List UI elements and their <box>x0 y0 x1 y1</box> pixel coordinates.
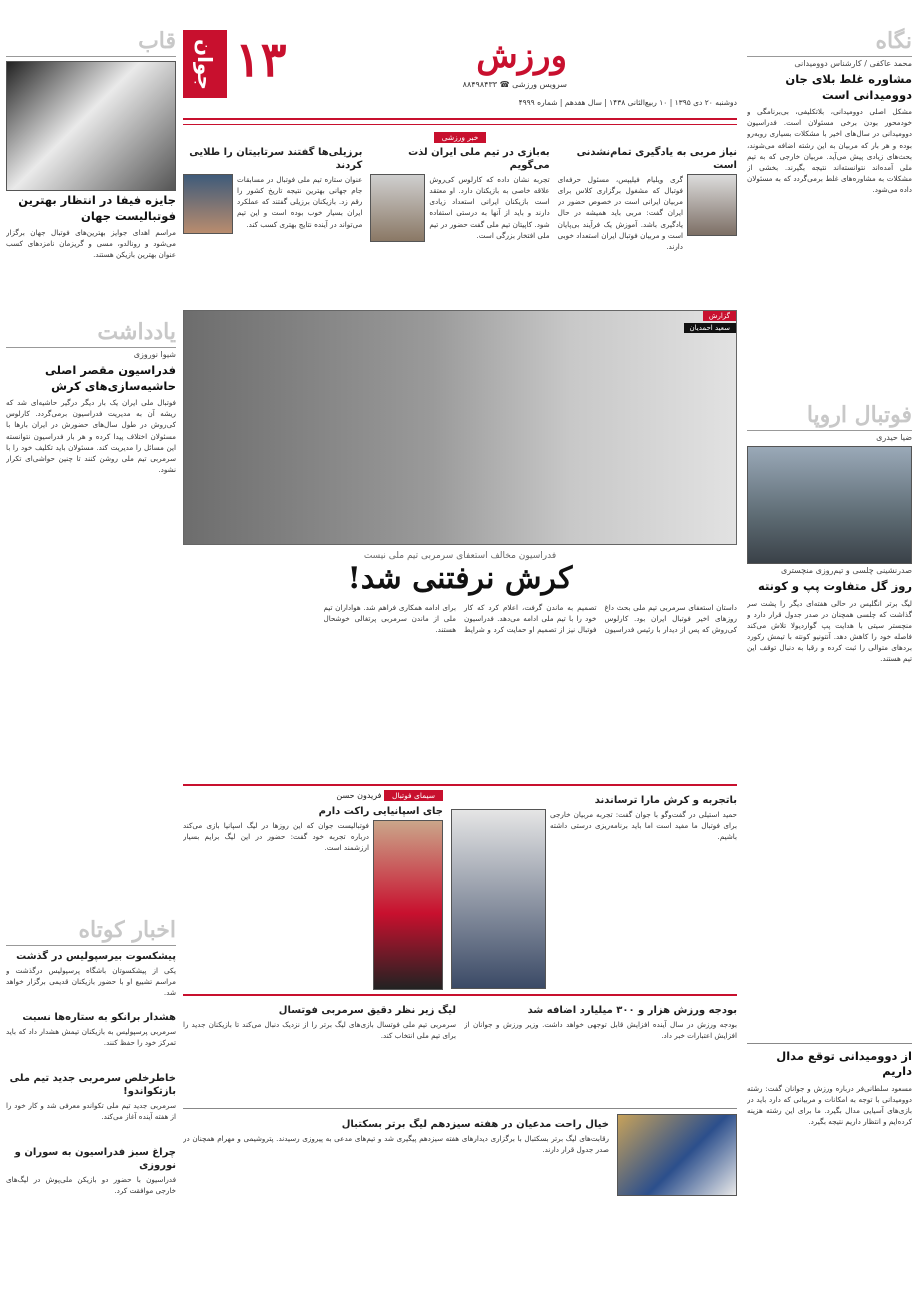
page-number: ۱۳ <box>235 32 287 88</box>
section-head-note: یادداشت <box>6 319 176 348</box>
byline: شیوا نوروزی <box>133 350 176 360</box>
headline[interactable]: لیگ زیر نظر دقیق سرمربی فوتسال <box>278 1005 456 1016</box>
photo-credit: سعید احمدیان <box>684 323 736 333</box>
article-1 <box>558 142 737 304</box>
article-body: سرمربی جدید تیم ملی تکواندو معرفی شد و کار خود را از هفته آینده آغاز می‌کند. <box>6 1101 176 1122</box>
middle-articles <box>183 790 737 990</box>
article-body: مسعود سلطانی‌فر درباره ورزش و جوانان گفت: رشته دوومیدانی با توجه به امکانات و مربیانی که دارد باید در بازی‌های آسیایی مدال بگیرد. ما برای این رشته هزینه کرده‌ایم و انتظار داریم نتیجه بگیرد. <box>747 1083 912 1127</box>
headline[interactable]: چراغ سبز فدراسیون به سوران و نوروزی <box>14 1147 176 1172</box>
divider <box>183 1108 737 1109</box>
main-headline[interactable]: کرش نرفتنی شد! <box>347 561 573 596</box>
headline[interactable]: روز گل متفاوت پپ و کونته <box>758 579 912 594</box>
article-body: رقابت‌های لیگ برتر بسکتبال با برگزاری دیدارهای هفته سیزدهم پیگیری شد و تیم‌های مدعی به پیروزی رسیدند. پتروشیمی و مهرام همچنان در صدر جدول قرار دارند. <box>183 1134 609 1155</box>
article-body: فدراسیون با حضور دو بازیکن ملی‌پوش در لیگ‌های خارجی موافقت کرد. <box>6 1175 176 1196</box>
article-body: فوتبالیست جوان که این روزها در لیگ اسپانیا بازی می‌کند درباره تجربه خود گفت: حضور در این لیگ برایم بسیار ارزشمند است. <box>183 821 369 853</box>
kicker: فدراسیون مخالف استعفای سرمربی تیم ملی نیست <box>363 551 557 561</box>
photo-caption: صدرنشینی چلسی و تیم‌روزی منچستری <box>780 566 912 576</box>
headline[interactable]: از دوومیدانی توقع مدال داریم <box>776 1048 912 1079</box>
main-photo <box>183 310 737 545</box>
article-budget <box>464 1000 737 1103</box>
section-head-view: نگاه <box>747 28 912 57</box>
divider <box>183 784 737 786</box>
article-interview <box>451 790 737 990</box>
top-articles <box>183 142 737 304</box>
column-tag: سیمای فوتبال <box>384 790 443 801</box>
headline[interactable]: نیاز مربی به یادگیری تمام‌نشدنی است <box>576 147 737 171</box>
player-photo <box>370 174 425 242</box>
headline[interactable]: پیشکسوت بیرسپولیس در گذشت <box>16 951 176 963</box>
date-line: دوشنبه ۲۰ دی ۱۳۹۵ | ۱۰ ربیع‌الثانی ۱۴۳۸ | سال هفدهم | شماره ۴۹۹۹ <box>518 98 737 107</box>
coach-photo <box>451 809 546 989</box>
football-photo <box>747 446 912 564</box>
headline[interactable]: باتجربه و کرش مارا ترساندند <box>594 795 737 806</box>
headline[interactable]: جایزه فیفا در انتظار بهترین فوتبالیست جهان <box>18 193 176 223</box>
article-profile <box>183 790 443 990</box>
left-column <box>6 28 176 1295</box>
main-article-body: داستان استعفای سرمربی تیم ملی بحث داغ روزهای اخیر فوتبال ایران بود. کارلوس کی‌روش که پس از دیدار با رئیس فدراسیون تصمیم به ماندن گرفت، اعلام کرد که کار خود را با تیم ملی ادامه می‌دهد. فدراسیون فوتبال نیز از تصمیم او حمایت کرد و شرایط برای ادامه همکاری فراهم شد. هواداران تیم ملی از ماندن سرمربی پرتغالی خوشحال هستند. <box>323 603 737 635</box>
photo-label: گزارش <box>703 311 736 321</box>
headline[interactable]: جای اسپانیایی راکت دارم <box>318 806 443 817</box>
headline[interactable]: خاطرخلص سرمربی جدید تیم ملی بازتکواندو! <box>9 1073 176 1098</box>
section-title: ورزش <box>476 36 567 76</box>
byline: محمد عاکفی / کارشناس دوومیدانی <box>794 59 912 68</box>
article-body: یکی از پیشکسوتان باشگاه پرسپولیس درگذشت و مراسم تشییع او با حضور بازیکنان قدیمی برگزار خواهد شد. <box>6 966 176 998</box>
news-tag: خبر ورزشی <box>434 132 487 143</box>
article-body: عنوان ستاره تیم ملی فوتبال در مسابقات جام جهانی بهترین نتیجه تاریخ کشور را رقم زد. بازیکنان برزیلی گفتند که عملکرد ایران بسیار خوب بوده است و این تیم می‌تواند در آینده نتایج بهتری کسب کند. <box>237 175 363 229</box>
tag-bar <box>183 124 737 142</box>
article-body: لیگ برتر انگلیس در حالی هفته‌ای دیگر را پشت سر گذاشت که چلسی همچنان در صدر جدول قرار دارد و منچستر سیتی با هدایت پپ گواردیولا تلاش می‌کند فاصله خود را کاهش دهد. آنتونیو کونته با تیمش رکورد بردهای متوالی را ثبت کرده و رقبا به دنبال توقف این تیم هستند. <box>747 598 912 664</box>
center-column <box>183 30 737 1295</box>
article-2 <box>370 142 549 304</box>
article-futsal <box>183 1000 456 1103</box>
headline[interactable]: بودجه ورزش هزار و ۳۰۰ میلیارد اضافه شد <box>527 1005 737 1016</box>
article-body: سرمربی تیم ملی فوتسال بازی‌های لیگ برتر را از نزدیک دنبال می‌کند تا بازیکنان جدید را برای تیم ملی انتخاب کند. <box>183 1020 456 1041</box>
article-body: مراسم اهدای جوایز بهترین‌های فوتبال جهان برگزار می‌شود و رونالدو، مسی و گریزمان نامزدهای کسب عنوان بهترین بازیکن هستند. <box>6 228 176 260</box>
short-articles <box>183 1000 737 1103</box>
article-body: سرمربی پرسپولیس به بازیکنان تیمش هشدار داد که باید تمرکز خود را حفظ کنند. <box>6 1027 176 1048</box>
headline[interactable]: مشاوره غلط بلای جان دوومیدانی است <box>785 72 912 102</box>
headline[interactable]: هشدار برانکو به ستاره‌ها نسبت <box>22 1012 176 1024</box>
section-head-short-news: اخبار کوتاه <box>6 917 176 946</box>
headline[interactable]: فدراسیون مقصر اصلی حاشیه‌سازی‌های کرش <box>44 363 176 393</box>
headline[interactable]: به‌بازی در تیم ملی ایران لذت می‌گویم <box>408 147 550 171</box>
headline[interactable]: برزیلی‌ها گفتند سرتابیتان را طلایی کردند <box>189 147 363 171</box>
article-body: حمید استیلی در گفت‌وگو با جوان گفت: تجربه مربیان خارجی برای فوتبال ما مفید است اما باید برنامه‌ریزی درستی داشته باشیم. <box>550 810 737 842</box>
right-column <box>747 28 912 1295</box>
article-body: بودجه ورزش در سال آینده افزایش قابل توجهی خواهد داشت. وزیر ورزش و جوانان از افزایش اعتبارات خبر داد. <box>464 1020 737 1041</box>
article-body: فوتبال ملی ایران یک بار دیگر درگیر حاشیه‌ای شد که ریشه آن به مدیریت فدراسیون برمی‌گردد. کارلوس کی‌روش در طول سال‌های حضورش در ایران بارها با مسئولان اختلاف پیدا کرده و هر بار فدراسیون نتوانسته این مسائل را مدیریت کند. مسئولان باید تکلیف خود را با سرمربی تیم ملی روشن کنند تا چنین حواشی‌ای تکرار نشود. <box>6 398 176 474</box>
trophy-photo <box>6 61 176 191</box>
divider <box>183 994 737 996</box>
byline: فریدون حسن <box>336 791 382 800</box>
article-body: مشکل اصلی دوومیدانی، بلاتکلیفی، بی‌برنامگی و خودمحور بودن برخی مسئولان است. فدراسیون دوومیدانی در سال‌های اخیر با مشکلات بسیاری روبه‌رو بوده و هر بار که مربیان به این رشته اضافه می‌شوند، بحث‌های زیادی پیش می‌آید. مربیان خارجی که به تیم ملی آمده‌اند نتوانسته‌اند نتیجه بگیرند. بخشی از مشکلات به مشاوره‌های غلط برمی‌گردد که به مسئولان داده می‌شود. <box>747 107 912 195</box>
player-photo <box>183 174 233 234</box>
basketball-photo <box>617 1114 737 1196</box>
section-contact: سرویس ورزشی ☎ ۸۸۴۹۸۴۳۳ <box>462 80 567 89</box>
newspaper-logo: جوان <box>183 30 227 98</box>
headline[interactable]: خیال راحت مدعیان در هفته سیزدهم لیگ برتر بسکتبال <box>341 1119 609 1130</box>
player-photo <box>373 820 443 990</box>
portrait-photo <box>687 174 737 236</box>
section-head-frame: قاب <box>6 28 176 57</box>
article-basketball <box>183 1114 737 1197</box>
article-3 <box>183 142 362 304</box>
divider <box>747 1043 912 1044</box>
byline: ضیا حیدری <box>876 433 912 443</box>
section-head-europe: فوتبال اروپا <box>747 402 912 431</box>
article-body: تجربه نشان داده که کارلوس کی‌روش علاقه خاصی به بازیکنان دارد. او معتقد است بازیکنان ایرانی استعداد زیادی دارند و باید از آنها به درستی استفاده شود. کاپیتان تیم ملی گفت حضور در تیم ملی افتخار بزرگی است. <box>429 175 550 240</box>
article-body: گری ویلیام فیلیپس، مسئول حرفه‌ای فوتبال که مشغول برگزاری کلاس برای مربیان ایرانی است در خصوص حضور در ایران گفت: مربی باید همیشه در حال یادگیری باشد. آموزش یک فرآیند بی‌پایان است و مربیان فوتبال ایران استعداد خوبی دارند. <box>557 175 683 251</box>
